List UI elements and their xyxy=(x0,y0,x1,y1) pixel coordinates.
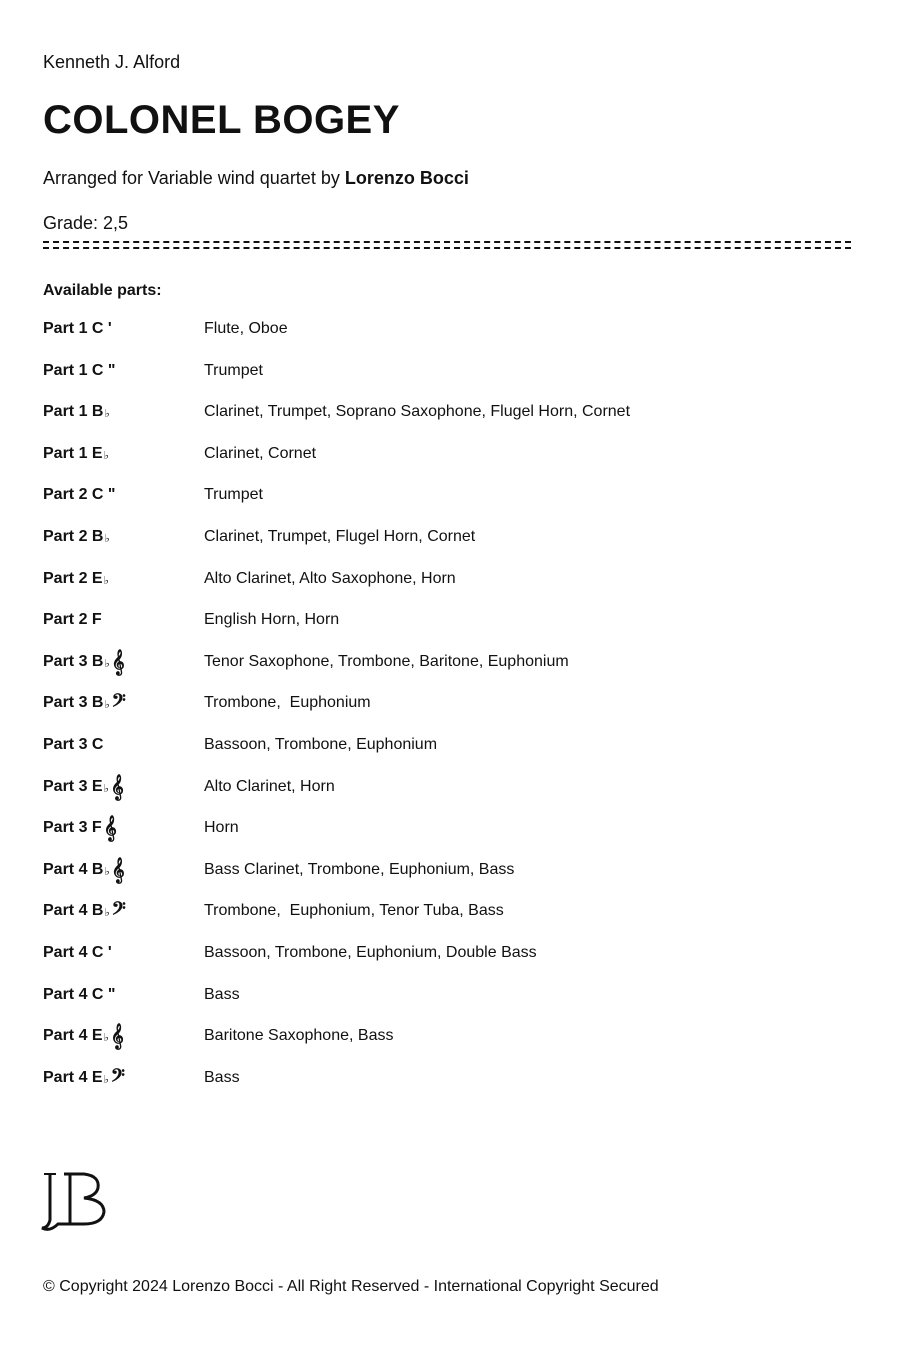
arranger-name: Lorenzo Bocci xyxy=(344,168,469,188)
part-row xyxy=(43,986,863,1028)
treble-clef-icon: 𝄞 xyxy=(111,648,125,675)
part-row xyxy=(43,648,863,695)
part-instruments: Bass Clarinet, Trombone, Euphonium, Bass xyxy=(204,860,515,878)
part-label: Part 1 B xyxy=(43,403,104,421)
part-instruments: Trumpet xyxy=(204,361,263,379)
part-row xyxy=(43,898,863,944)
part-instruments: Horn xyxy=(204,819,239,837)
part-row xyxy=(43,611,863,653)
part-name xyxy=(43,690,204,717)
flat-icon: ♭ xyxy=(104,865,110,878)
part-name xyxy=(43,736,204,754)
parts-list xyxy=(43,320,863,1110)
part-name xyxy=(43,648,204,675)
part-row xyxy=(43,815,863,861)
part-name xyxy=(43,898,204,925)
part-name xyxy=(43,570,204,588)
treble-clef-icon: 𝄞 xyxy=(110,1023,124,1050)
treble-clef-icon: 𝄞 xyxy=(111,856,125,883)
part-label: Part 4 E xyxy=(43,1068,103,1086)
bass-clef-icon: 𝄢 xyxy=(110,1064,125,1091)
flat-icon: ♭ xyxy=(104,699,110,712)
composer: Kenneth J. Alford xyxy=(43,52,181,72)
treble-clef-icon: 𝄞 xyxy=(103,815,117,842)
part-label: Part 2 B xyxy=(43,527,104,545)
part-label: Part 1 C " xyxy=(43,361,116,379)
part-name xyxy=(43,773,204,800)
part-label: Part 4 C ' xyxy=(43,943,112,961)
flat-icon: ♭ xyxy=(103,449,109,462)
part-instruments: Tenor Saxophone, Trombone, Baritone, Euphonium xyxy=(204,652,569,670)
part-row xyxy=(43,486,863,528)
part-label: Part 3 B xyxy=(43,694,104,712)
part-instruments: Clarinet, Trumpet, Soprano Saxophone, Flugel Horn, Cornet xyxy=(204,403,631,421)
flat-icon: ♭ xyxy=(103,1032,109,1045)
part-row xyxy=(43,856,863,903)
part-row xyxy=(43,320,863,362)
lb-logo xyxy=(40,1168,112,1241)
page-title: COLONEL BOGEY xyxy=(43,98,400,142)
part-label: Part 3 C xyxy=(43,735,104,753)
part-instruments: Trumpet xyxy=(204,486,263,504)
part-name xyxy=(43,362,204,380)
part-row xyxy=(43,362,863,404)
flat-icon: ♭ xyxy=(104,657,110,670)
part-name xyxy=(43,1064,204,1091)
part-instruments: Bass xyxy=(204,985,240,1003)
part-row xyxy=(43,736,863,778)
part-label: Part 4 E xyxy=(43,1027,103,1045)
flat-icon: ♭ xyxy=(103,574,109,587)
part-instruments: Clarinet, Trumpet, Flugel Horn, Cornet xyxy=(204,527,476,545)
part-name xyxy=(43,320,204,338)
part-label: Part 1 E xyxy=(43,444,103,462)
bass-clef-icon: 𝄢 xyxy=(111,898,126,925)
flat-icon: ♭ xyxy=(104,907,110,920)
part-name xyxy=(43,403,204,421)
treble-clef-icon: 𝄞 xyxy=(110,773,124,800)
part-name xyxy=(43,1023,204,1050)
part-label: Part 2 E xyxy=(43,569,103,587)
grade: Grade: 2,5 xyxy=(43,213,129,233)
part-label: Part 4 B xyxy=(43,860,104,878)
part-label: Part 2 C " xyxy=(43,486,116,504)
part-row xyxy=(43,570,863,612)
part-label: Part 4 B xyxy=(43,902,104,920)
part-instruments: Alto Clarinet, Horn xyxy=(204,777,335,795)
arranged-line xyxy=(43,168,469,189)
part-row xyxy=(43,944,863,986)
part-name xyxy=(43,856,204,883)
part-row xyxy=(43,403,863,445)
part-instruments: Trombone, Euphonium xyxy=(204,694,371,712)
part-row xyxy=(43,1023,863,1069)
part-instruments: Bass xyxy=(204,1068,240,1086)
copyright: © Copyright 2024 Lorenzo Bocci - All Right Reserved - International Copyright Secured xyxy=(43,1278,659,1295)
part-instruments: Bassoon, Trombone, Euphonium xyxy=(204,735,438,753)
part-instruments: Flute, Oboe xyxy=(204,320,288,337)
part-name xyxy=(43,815,204,842)
parts-heading: Available parts: xyxy=(43,282,162,299)
part-instruments: Baritone Saxophone, Bass xyxy=(204,1027,394,1045)
part-label: Part 1 C ' xyxy=(43,320,112,337)
part-instruments: Clarinet, Cornet xyxy=(204,444,317,462)
arranged-prefix: Arranged for Variable wind quartet by xyxy=(43,168,340,188)
separator-rule xyxy=(43,241,851,249)
flat-icon: ♭ xyxy=(103,1073,109,1086)
part-row xyxy=(43,528,863,570)
part-name xyxy=(43,944,204,962)
part-row xyxy=(43,1064,863,1111)
part-label: Part 3 B xyxy=(43,652,104,670)
part-instruments: English Horn, Horn xyxy=(204,611,340,629)
part-name xyxy=(43,986,204,1004)
bass-clef-icon: 𝄢 xyxy=(111,690,126,717)
part-label: Part 2 F xyxy=(43,611,102,629)
part-instruments: Alto Clarinet, Alto Saxophone, Horn xyxy=(204,569,456,587)
flat-icon: ♭ xyxy=(104,532,110,545)
part-name xyxy=(43,528,204,546)
part-name xyxy=(43,445,204,463)
part-label: Part 3 E xyxy=(43,777,103,795)
part-row xyxy=(43,445,863,487)
part-row xyxy=(43,773,863,820)
part-label: Part 4 C " xyxy=(43,985,116,1003)
flat-icon: ♭ xyxy=(104,408,110,421)
part-instruments: Bassoon, Trombone, Euphonium, Double Bass xyxy=(204,943,537,961)
part-label: Part 3 F xyxy=(43,819,102,837)
flat-icon: ♭ xyxy=(103,782,109,795)
part-name xyxy=(43,611,204,629)
part-row xyxy=(43,690,863,736)
part-instruments: Trombone, Euphonium, Tenor Tuba, Bass xyxy=(204,902,504,920)
part-name xyxy=(43,486,204,504)
